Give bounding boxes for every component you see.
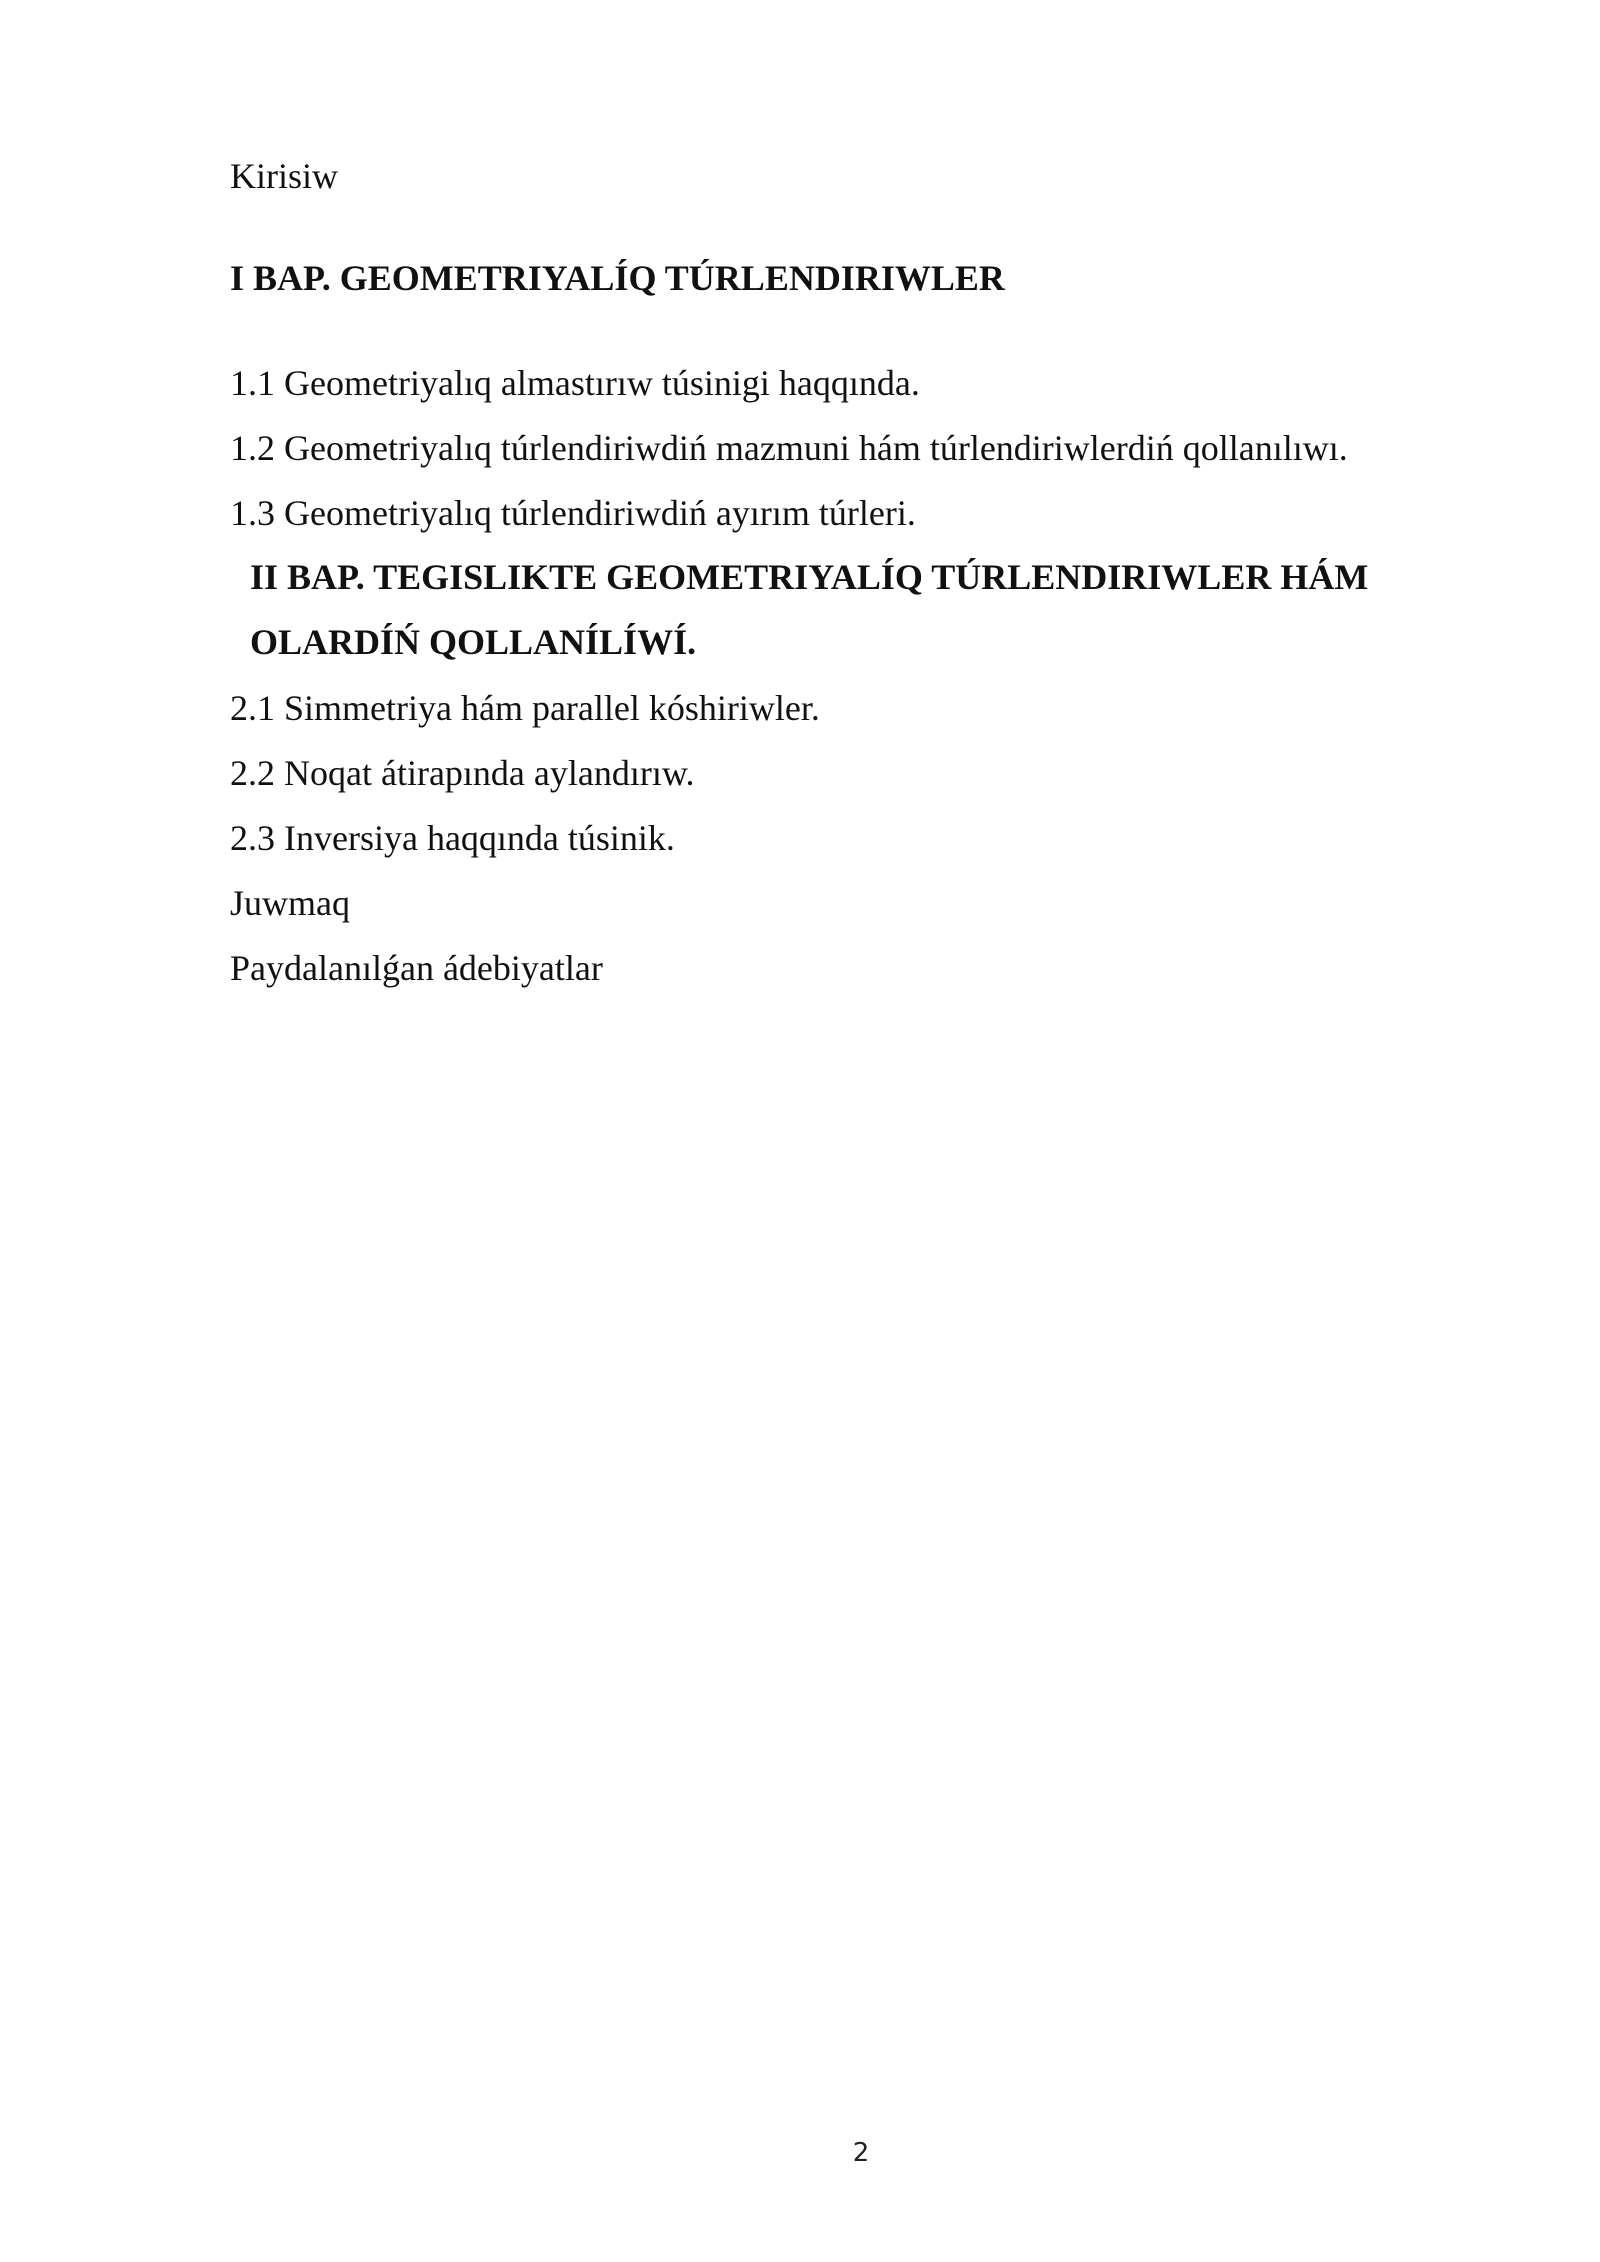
toc-item-1-3: 1.3 Geometriyalıq túrlendiriwdiń ayırım túrleri. <box>230 493 916 533</box>
toc-conclusion: Juwmaq <box>230 883 350 923</box>
page-number: 2 <box>852 2138 870 2168</box>
toc-item-1-1: 1.1 Geometriyalıq almastırıw túsinigi haqqında. <box>230 363 920 403</box>
chapter-2-title-line-1: II BAP. TEGISLIKTE GEOMETRIYALÍQ TÚRLENDIRIWLER HÁM <box>250 557 1369 597</box>
toc-item-2-2: 2.2 Noqat átirapında aylandırıw. <box>230 753 695 793</box>
toc-item-2-3: 2.3 Inversiya haqqında túsinik. <box>230 818 675 858</box>
chapter-1-title: I BAP. GEOMETRIYALÍQ TÚRLENDIRIWLER <box>230 258 1005 298</box>
toc-item-2-1: 2.1 Simmetriya hám parallel kóshiriwler. <box>230 688 820 728</box>
toc-item-1-2: 1.2 Geometriyalıq túrlendiriwdiń mazmuni hám túrlendiriwlerdiń qollanılıwı. <box>230 428 1348 468</box>
toc-intro: Kirisiw <box>230 156 338 196</box>
chapter-2-title-line-2: OLARDÍŃ QOLLANÍLÍWÍ. <box>250 622 697 662</box>
toc-references: Paydalanılǵan ádebiyatlar <box>230 948 603 988</box>
